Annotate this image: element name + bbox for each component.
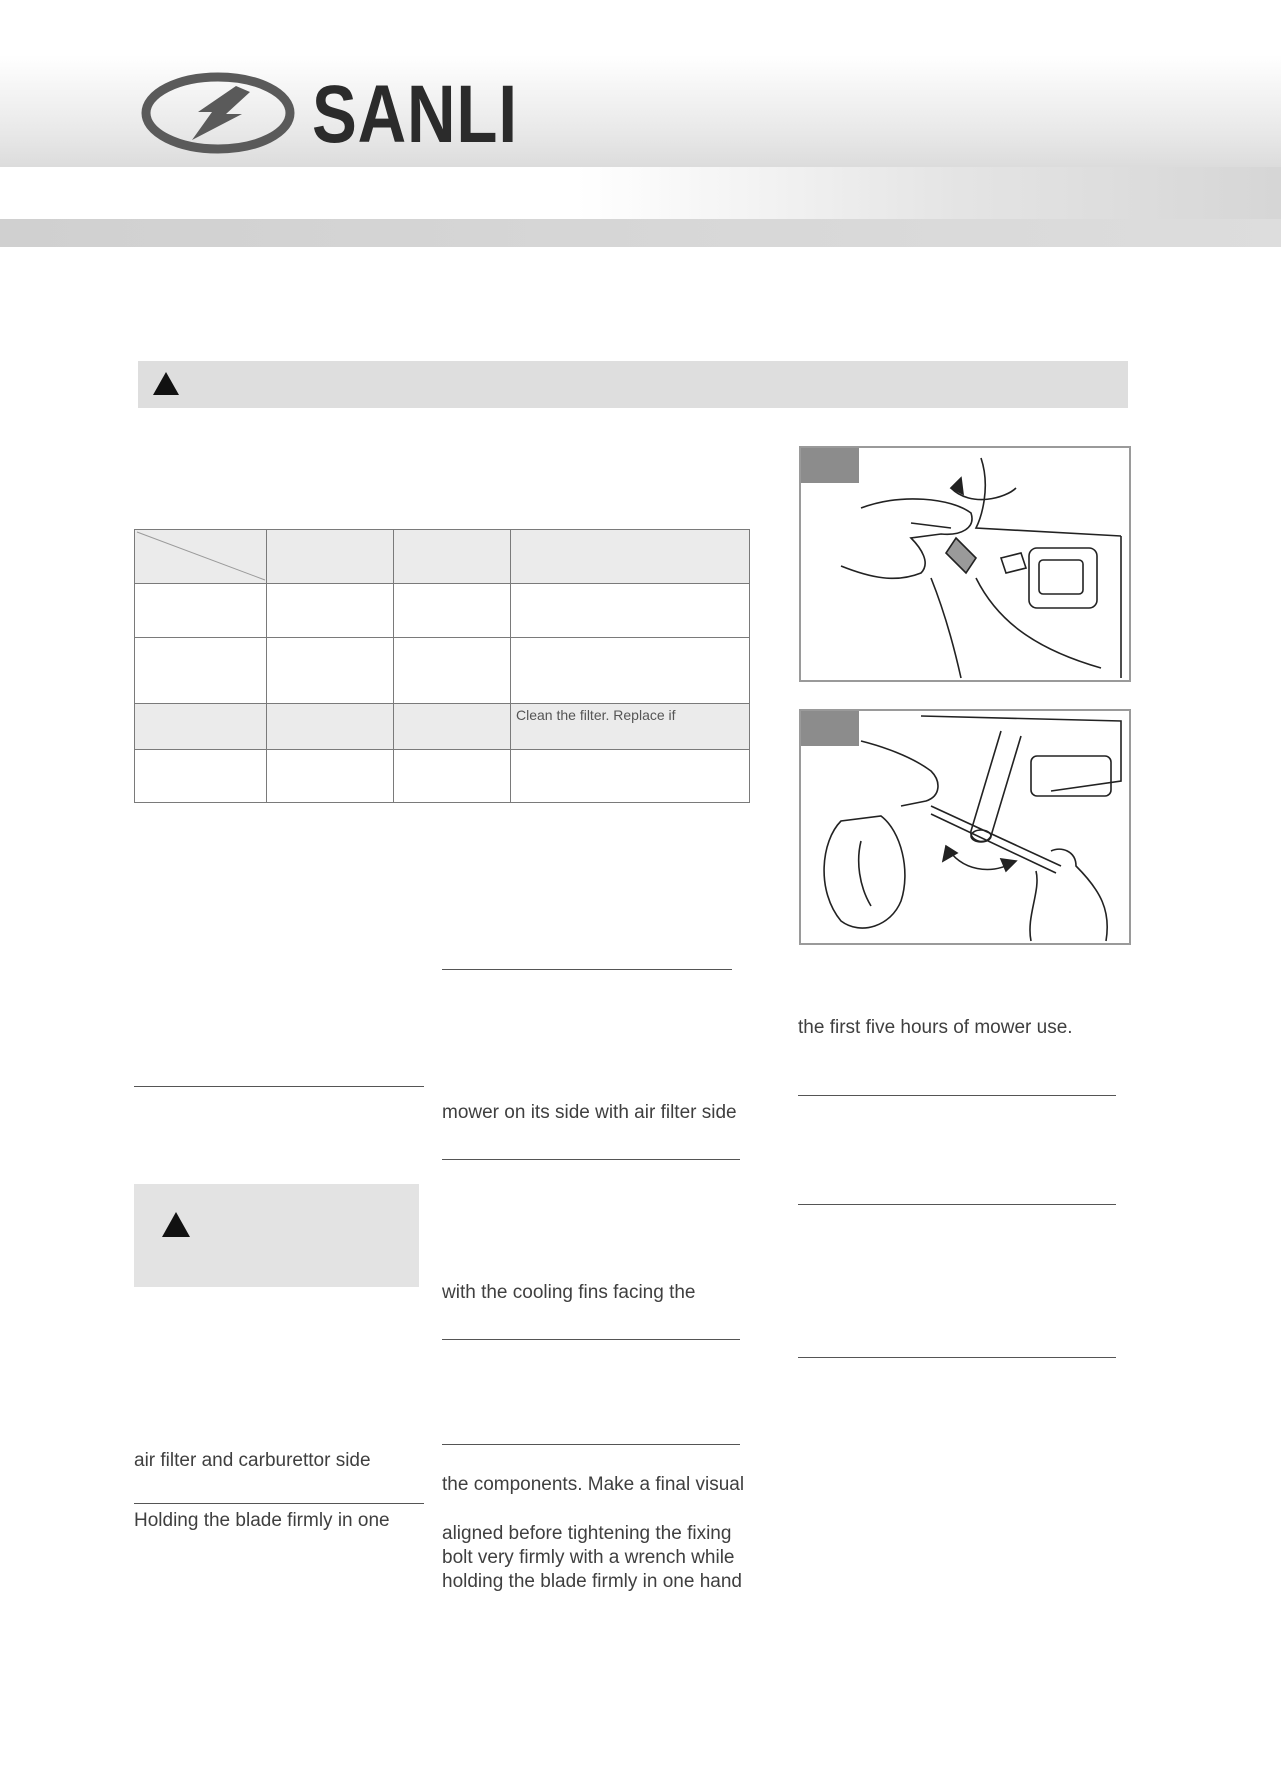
section-rule — [442, 1159, 740, 1160]
table-cell — [511, 750, 750, 803]
section-rule — [798, 1204, 1116, 1205]
table-cell — [267, 750, 394, 803]
body-text-line: the components. Make a final visual — [442, 1474, 745, 1495]
body-text-line: bolt very firmly with a wrench while — [442, 1547, 735, 1568]
warning-triangle-icon — [152, 371, 180, 396]
brand-name: SANLI — [312, 69, 518, 160]
table-cell — [135, 638, 267, 704]
table-cell — [135, 750, 267, 803]
table-cell — [135, 584, 267, 638]
figure-label-tab — [801, 448, 859, 483]
table-cell — [267, 704, 394, 750]
diagonal-header-line — [135, 530, 267, 582]
table-cell — [135, 704, 267, 750]
section-rule — [134, 1086, 424, 1087]
table-cell — [267, 638, 394, 704]
body-text-line: mower on its side with air filter side — [442, 1102, 737, 1123]
table-cell — [394, 584, 511, 638]
section-rule — [798, 1095, 1116, 1096]
table-cell — [267, 584, 394, 638]
figure-label-tab — [801, 711, 859, 746]
table-cell — [394, 638, 511, 704]
table-cell — [511, 530, 750, 584]
section-rule — [134, 1503, 424, 1504]
header-band-lower — [0, 167, 1281, 219]
section-rule — [798, 1357, 1116, 1358]
figure-spark-plug — [799, 446, 1131, 682]
section-rule — [442, 1444, 740, 1445]
table-cell — [511, 584, 750, 638]
table-cell: Clean the filter. Replace if — [511, 704, 750, 750]
body-text-line: aligned before tightening the fixing — [442, 1523, 732, 1544]
table-row — [135, 704, 750, 750]
table-cell — [267, 530, 394, 584]
table-cell — [511, 638, 750, 704]
table-header-row — [135, 530, 750, 584]
warning-bar — [138, 361, 1128, 408]
table-row — [135, 750, 750, 803]
figure-blade-wrench — [799, 709, 1131, 945]
table-cell — [394, 750, 511, 803]
maintenance-table — [134, 529, 750, 803]
sanli-swirl-logo-icon — [140, 72, 296, 154]
warning-triangle-icon — [161, 1211, 191, 1238]
section-rule — [442, 969, 732, 970]
body-text-line: air filter and carburettor side — [134, 1450, 371, 1471]
table-cell — [394, 530, 511, 584]
body-text-line: Holding the blade firmly in one — [134, 1510, 390, 1531]
body-text-line: with the cooling fins facing the — [442, 1282, 696, 1303]
section-rule — [442, 1339, 740, 1340]
table-row — [135, 638, 750, 704]
table-row — [135, 584, 750, 638]
table-cell — [135, 530, 267, 584]
body-text-line: holding the blade firmly in one hand — [442, 1571, 742, 1592]
body-text-line: the first five hours of mower use. — [798, 1017, 1073, 1038]
table-cell — [394, 704, 511, 750]
header-band-bottom — [0, 219, 1281, 247]
